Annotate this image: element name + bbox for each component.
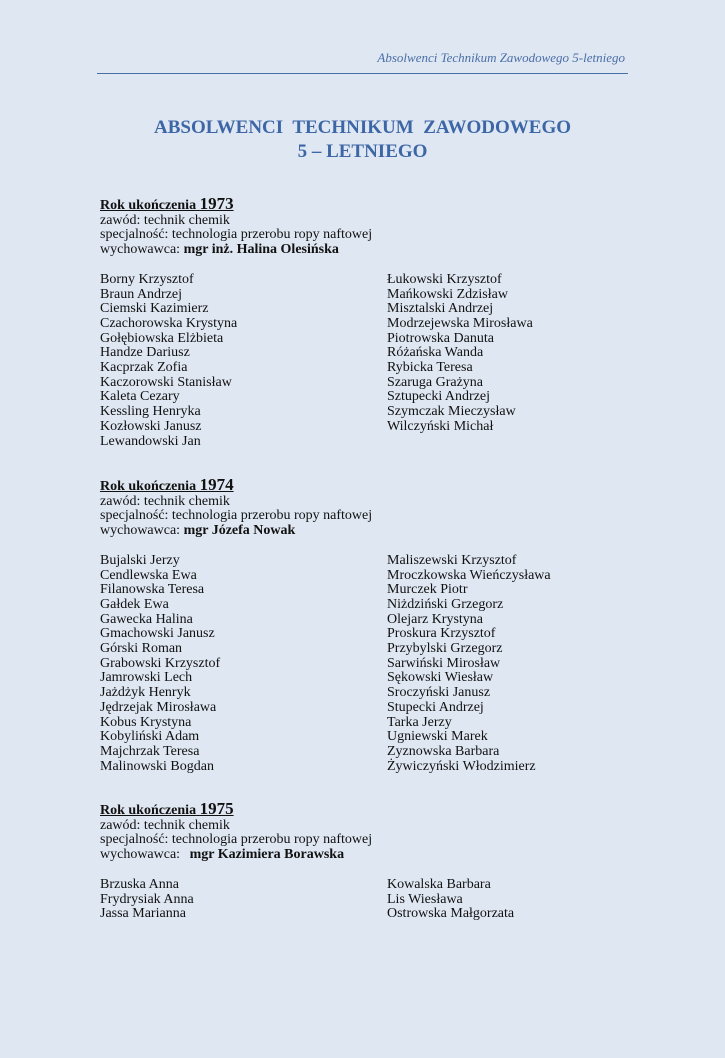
student-name: Wilczyński Michał: [387, 418, 494, 434]
teacher-line: [100, 243, 640, 258]
teacher-name: mgr inż. Halina Olesińska: [183, 242, 339, 258]
student-name: Majchrzak Teresa: [100, 743, 200, 759]
student-name: Kobus Krystyna: [100, 714, 192, 730]
student-name: Murczek Piotr: [387, 582, 468, 598]
teacher-line: [100, 848, 640, 863]
student-name: Mroczkowska Wieńczysława: [387, 567, 551, 583]
student-name: Maliszewski Krzysztof: [387, 552, 517, 568]
names-list: [100, 552, 640, 774]
year-label: Rok ukończenia: [100, 479, 197, 494]
year-label: Rok ukończenia: [100, 198, 197, 213]
student-name: Niżdziński Grzegorz: [387, 596, 504, 612]
teacher-name: mgr Kazimiera Borawska: [189, 847, 345, 863]
year-value: 1975: [199, 799, 234, 818]
document-title-line2: 5 – LETNIEGO: [297, 141, 428, 162]
student-name: Kacprzak Zofia: [100, 360, 188, 376]
student-name: Szymczak Mieczysław: [387, 404, 516, 420]
teacher-label: wychowawca:: [100, 242, 181, 258]
section-1975: [100, 799, 640, 1058]
student-name: Ciemski Kazimierz: [100, 301, 209, 317]
student-name: Kaczorowski Stanisław: [100, 374, 232, 390]
student-name: Jażdżyk Henryk: [100, 685, 191, 701]
student-name: Olejarz Krystyna: [387, 611, 484, 627]
student-name: Stupecki Andrzej: [387, 699, 484, 715]
student-name: Rybicka Teresa: [387, 360, 473, 376]
names-right-column: [387, 273, 533, 435]
specialty-line: specjalność: technologia przerobu ropy naftowej: [100, 508, 373, 524]
student-name: Gawecka Halina: [100, 611, 193, 627]
section-1974: [100, 475, 640, 774]
student-name: Lis Wiesława: [387, 891, 463, 907]
student-name: Frydrysiak Anna: [100, 891, 194, 907]
profession-line: zawód: technik chemik: [100, 212, 230, 228]
student-name: Borny Krzysztof: [100, 271, 194, 287]
document-title-line1: ABSOLWENCI TECHNIKUM ZAWODOWEGO: [153, 117, 572, 138]
profession-line: zawód: technik chemik: [100, 817, 230, 833]
student-name: Przybylski Grzegorz: [387, 641, 503, 657]
teacher-label: wychowawca:: [100, 847, 181, 863]
teacher-line: [100, 524, 640, 539]
year-value: 1974: [199, 475, 234, 494]
student-name: Cendlewska Ewa: [100, 567, 197, 583]
student-name: Kowalska Barbara: [387, 876, 491, 892]
year-label: Rok ukończenia: [100, 803, 197, 818]
names-left-column: [100, 878, 194, 922]
student-name: Szaruga Grażyna: [387, 374, 484, 390]
specialty-line: specjalność: technologia przerobu ropy naftowej: [100, 227, 373, 243]
student-name: Jamrowski Lech: [100, 670, 193, 686]
student-name: Sztupecki Andrzej: [387, 389, 491, 405]
names-left-column: [100, 273, 237, 449]
year-heading: [100, 194, 640, 214]
student-name: Łukowski Krzysztof: [387, 271, 502, 287]
student-name: Modrzejewska Mirosława: [387, 315, 533, 331]
profession-line: zawód: technik chemik: [100, 493, 230, 509]
student-name: Ugniewski Marek: [387, 729, 488, 745]
student-name: Kaleta Cezary: [100, 389, 180, 405]
names-list: [100, 878, 640, 1058]
teacher-label: wychowawca:: [100, 523, 181, 539]
student-name: Sroczyński Janusz: [387, 685, 491, 701]
names-left-column: [100, 554, 220, 775]
student-name: Filanowska Teresa: [100, 582, 205, 598]
names-right-column: [387, 554, 551, 775]
student-name: Gałdek Ewa: [100, 596, 169, 612]
student-name: Żywiczyński Włodzimierz: [387, 758, 536, 774]
student-name: Brzuska Anna: [100, 876, 179, 892]
running-header: Absolwenci Technikum Zawodowego 5-letniego: [377, 50, 625, 65]
student-name: Misztalski Andrzej: [387, 301, 494, 317]
student-name: Piotrowska Danuta: [387, 330, 494, 346]
student-name: Czachorowska Krystyna: [100, 315, 238, 331]
student-name: Gmachowski Janusz: [100, 626, 215, 642]
year-value: 1973: [199, 194, 234, 213]
student-name: Braun Andrzej: [100, 286, 183, 302]
year-heading: [100, 475, 640, 495]
student-name: Gołębiowska Elżbieta: [100, 330, 224, 346]
student-name: Różańska Wanda: [387, 345, 484, 361]
student-name: Jassa Marianna: [100, 906, 186, 922]
student-name: Mańkowski Zdzisław: [387, 286, 508, 302]
student-name: Malinowski Bogdan: [100, 758, 214, 774]
document-title: [0, 116, 725, 164]
student-name: Kobyliński Adam: [100, 729, 200, 745]
student-name: Handze Dariusz: [100, 345, 190, 361]
student-name: Jędrzejak Mirosława: [100, 699, 217, 715]
specialty-line: specjalność: technologia przerobu ropy naftowej: [100, 832, 373, 848]
student-name: Lewandowski Jan: [100, 433, 201, 449]
student-name: Sarwiński Mirosław: [387, 655, 501, 671]
teacher-name: mgr Józefa Nowak: [183, 523, 296, 539]
names-right-column: [387, 878, 514, 922]
section-1973: [100, 194, 640, 453]
student-name: Kozłowski Janusz: [100, 418, 202, 434]
student-name: Bujalski Jerzy: [100, 552, 180, 568]
year-heading: [100, 799, 640, 819]
student-name: Sękowski Wiesław: [387, 670, 494, 686]
student-name: Tarka Jerzy: [387, 714, 452, 730]
student-name: Grabowski Krzysztof: [100, 655, 221, 671]
student-name: Ostrowska Małgorzata: [387, 906, 515, 922]
student-name: Górski Roman: [100, 641, 183, 657]
student-name: Zyznowska Barbara: [387, 743, 500, 759]
header-rule: [97, 73, 628, 74]
student-name: Proskura Krzysztof: [387, 626, 496, 642]
names-list: [100, 273, 640, 453]
student-name: Kessling Henryka: [100, 404, 201, 420]
